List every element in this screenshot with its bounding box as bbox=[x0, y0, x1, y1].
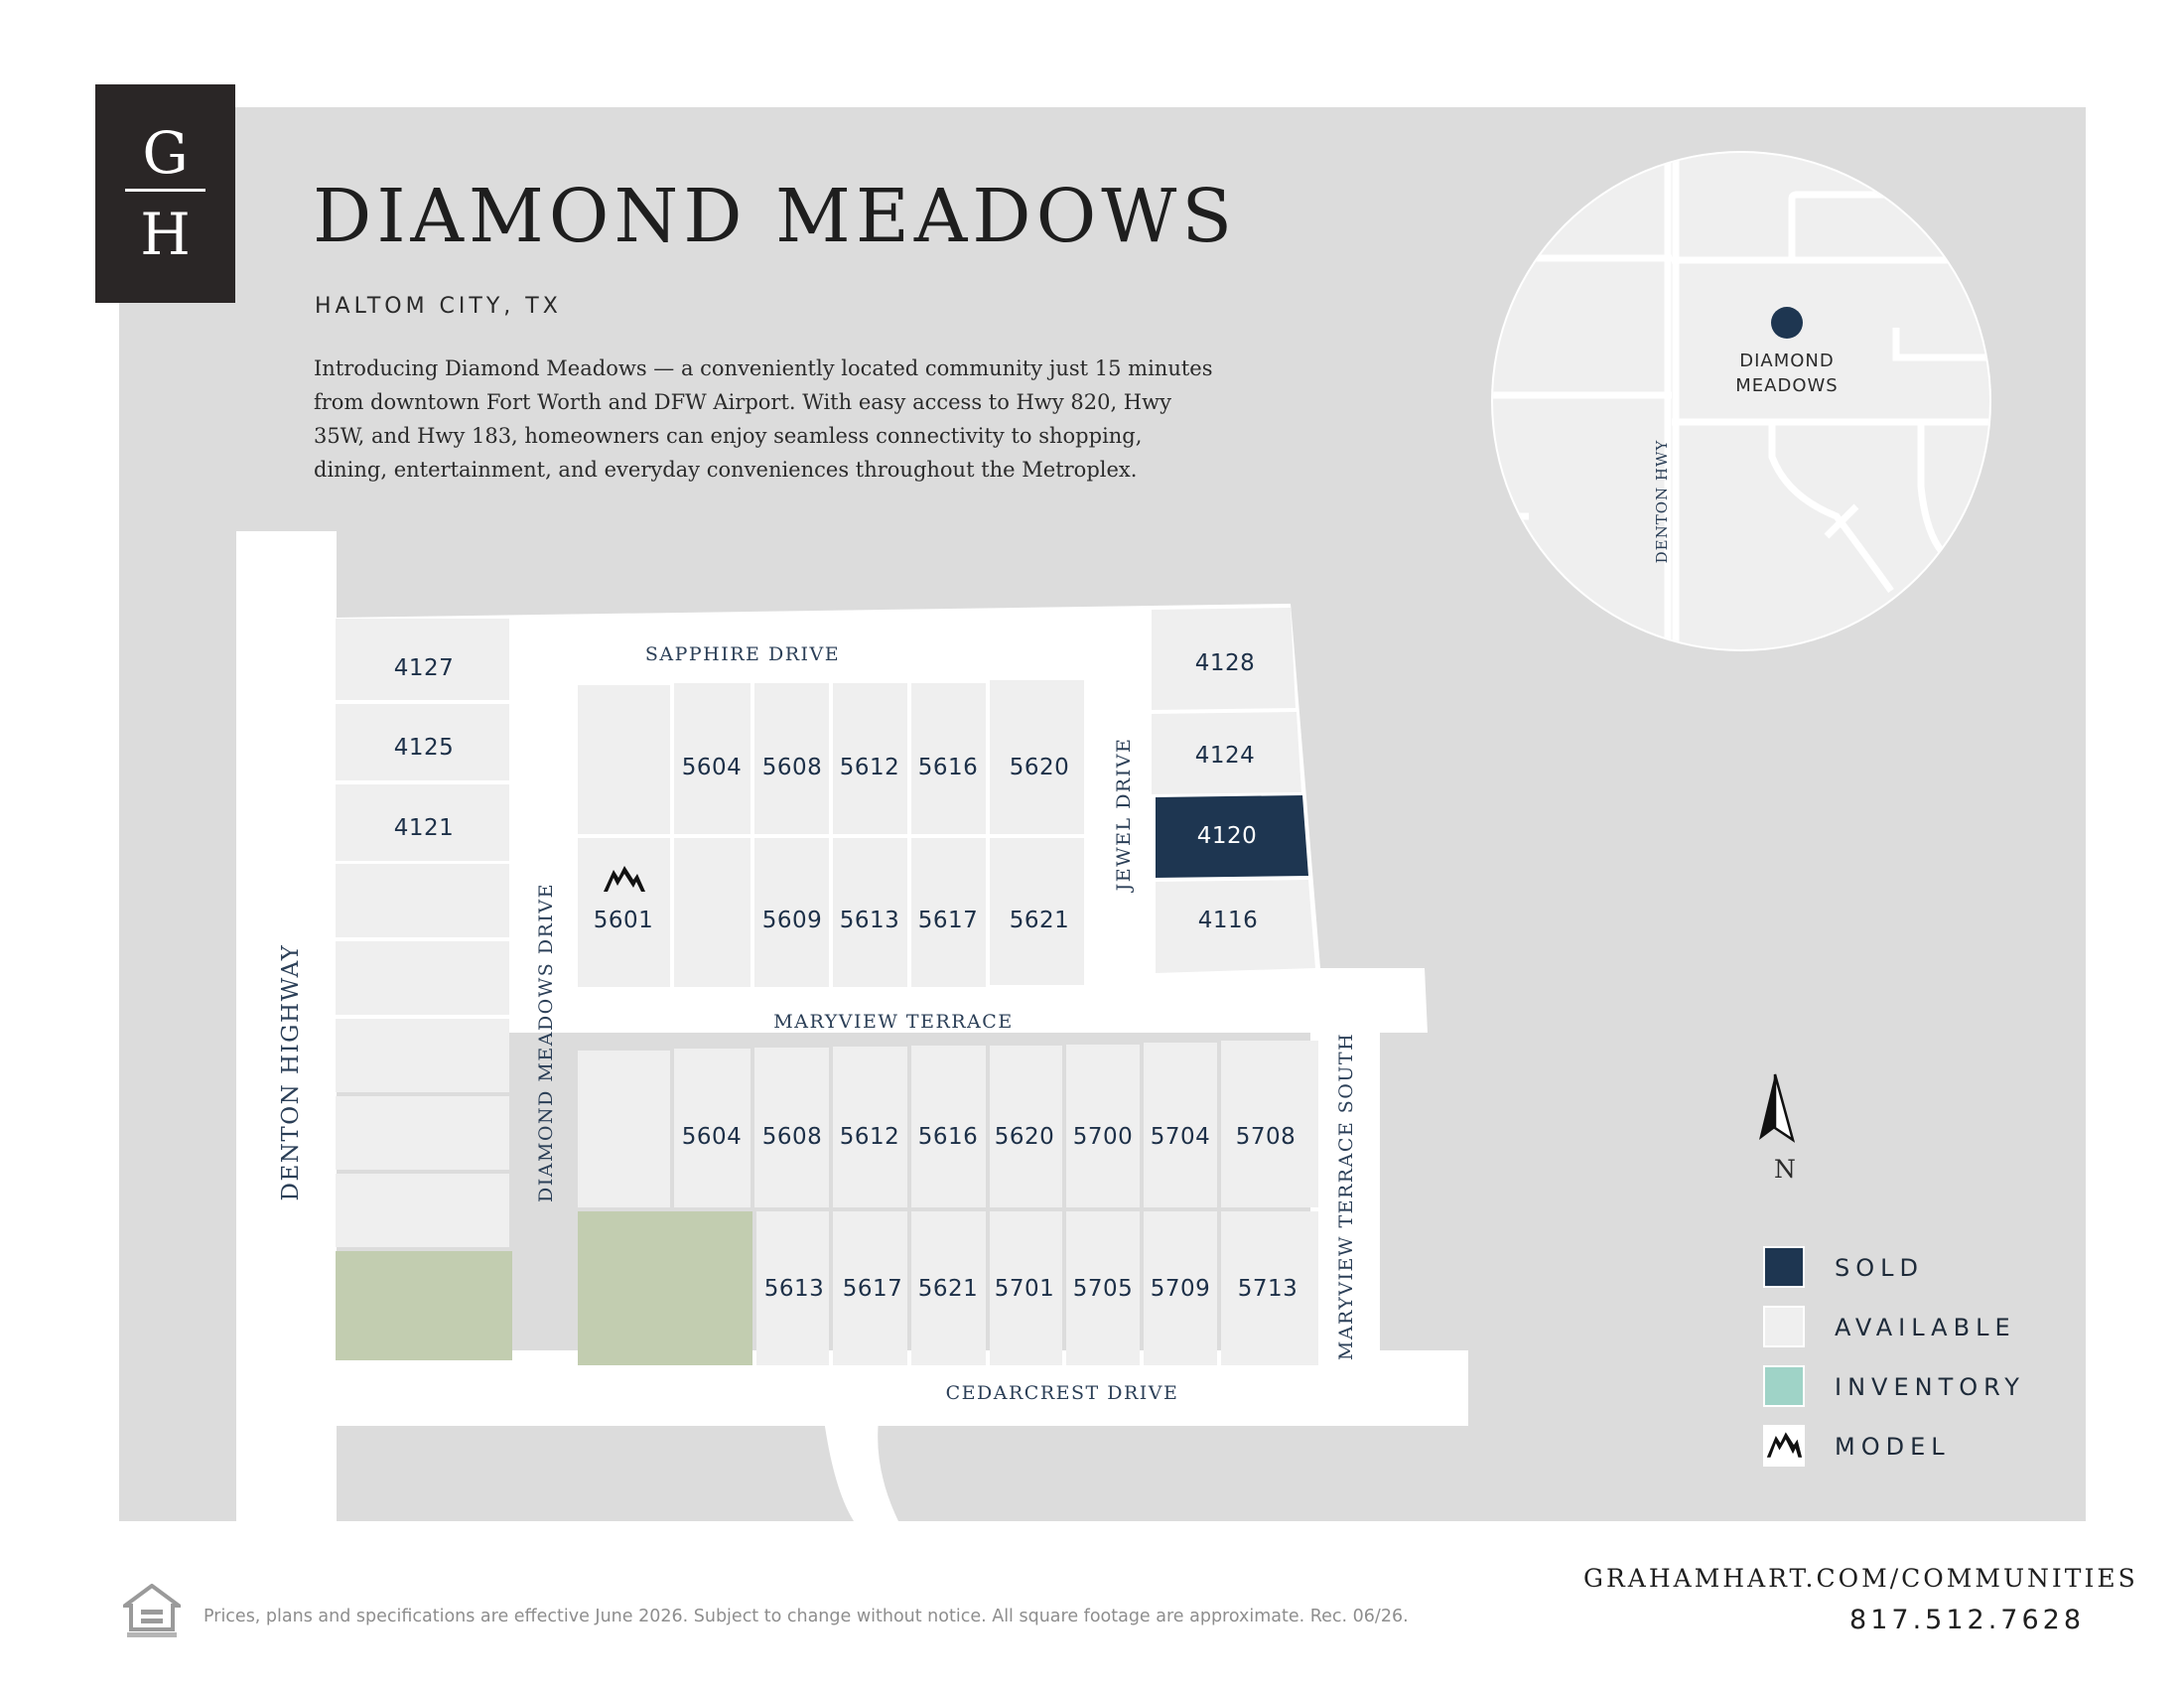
lot-label: 4124 bbox=[1194, 743, 1256, 769]
page-title: DIAMOND MEADOWS bbox=[313, 174, 1238, 259]
legend-item-model bbox=[1763, 1425, 2081, 1469]
lot-label: 5612 bbox=[839, 755, 900, 780]
street-label-sapphire-drive: SAPPHIRE DRIVE bbox=[644, 643, 841, 665]
green-space bbox=[336, 1251, 512, 1360]
lot-label: 5621 bbox=[1009, 908, 1070, 933]
community-marker bbox=[1771, 307, 1803, 339]
block-2 bbox=[578, 1041, 1318, 1365]
lot-label: 5708 bbox=[1235, 1124, 1297, 1150]
available-swatch bbox=[1763, 1306, 1805, 1347]
street-label-jewel-drive: JEWEL DRIVE bbox=[1113, 737, 1135, 892]
lot-label: 5705 bbox=[1072, 1276, 1134, 1302]
west-lot-column bbox=[336, 619, 512, 1360]
legend-label: SOLD bbox=[1835, 1254, 1924, 1282]
north-label: N bbox=[1774, 1155, 1796, 1184]
lot-label: 5701 bbox=[994, 1276, 1055, 1302]
inventory-swatch bbox=[1763, 1365, 1805, 1407]
lot-label: 5613 bbox=[839, 908, 900, 933]
logo-letter-bottom: H bbox=[140, 201, 191, 268]
lot-label: 4116 bbox=[1197, 908, 1259, 933]
phone-number[interactable]: 817.512.7628 bbox=[1849, 1605, 2085, 1635]
street-label-denton-highway: DENTON HIGHWAY bbox=[278, 943, 304, 1201]
lot[interactable] bbox=[336, 1019, 509, 1092]
legend-label: AVAILABLE bbox=[1835, 1314, 2016, 1341]
street-label-maryview-terrace: MARYVIEW TERRACE bbox=[773, 1011, 1014, 1033]
lot-label: 5604 bbox=[681, 1124, 743, 1150]
legend-label: MODEL bbox=[1835, 1433, 1951, 1461]
lot-label: 4128 bbox=[1194, 650, 1256, 676]
equal-housing-icon bbox=[123, 1584, 181, 1643]
lot-label: 5709 bbox=[1150, 1276, 1211, 1302]
lot-label: 5617 bbox=[842, 1276, 903, 1302]
lot-label-sold: 4120 bbox=[1196, 823, 1258, 849]
lot-label: 5620 bbox=[1009, 755, 1070, 780]
lot-label: 5616 bbox=[917, 1124, 979, 1150]
lot[interactable] bbox=[674, 838, 751, 987]
lot-label: 5704 bbox=[1150, 1124, 1211, 1150]
website-link[interactable]: GRAHAMHART.COM/COMMUNITIES bbox=[1583, 1564, 2138, 1593]
green-space bbox=[578, 1211, 752, 1365]
lot-label: 5613 bbox=[763, 1276, 825, 1302]
legend-item-available bbox=[1763, 1306, 2081, 1349]
lot-label: 5700 bbox=[1072, 1124, 1134, 1150]
location-subtitle: HALTOM CITY, TX bbox=[315, 294, 562, 319]
locator-road-label: DENTON HWY bbox=[1653, 439, 1671, 564]
locator-label-line1: DIAMOND bbox=[1739, 351, 1835, 371]
lot[interactable] bbox=[578, 1051, 670, 1207]
locator-label-line2: MEADOWS bbox=[1735, 375, 1839, 396]
lot[interactable] bbox=[578, 685, 670, 834]
locator-map bbox=[1489, 149, 1995, 655]
entry-drive bbox=[824, 1420, 898, 1521]
lot-label: 5713 bbox=[1237, 1276, 1298, 1302]
lot-label: 4125 bbox=[393, 735, 455, 761]
sold-swatch bbox=[1763, 1246, 1805, 1288]
lot-label: 5608 bbox=[761, 1124, 823, 1150]
lot[interactable] bbox=[336, 1174, 509, 1247]
street-label-diamond-meadows-drive: DIAMOND MEADOWS DRIVE bbox=[535, 883, 557, 1202]
north-arrow-icon bbox=[1759, 1074, 1793, 1140]
lot-label: 5601 bbox=[593, 908, 654, 933]
street-label-cedarcrest-drive: CEDARCREST DRIVE bbox=[945, 1382, 1179, 1404]
lot[interactable] bbox=[336, 941, 509, 1015]
lot-label: 5617 bbox=[917, 908, 979, 933]
lot[interactable] bbox=[336, 864, 509, 937]
legend-label: INVENTORY bbox=[1835, 1373, 2025, 1401]
street-label-maryview-terrace-south: MARYVIEW TERRACE SOUTH bbox=[1335, 1032, 1357, 1361]
lot-label: 4127 bbox=[393, 655, 455, 681]
legend-item-inventory bbox=[1763, 1365, 2081, 1409]
logo-letter-top: G bbox=[142, 119, 189, 187]
lot-label: 5620 bbox=[994, 1124, 1055, 1150]
model-home-icon bbox=[1763, 1425, 1805, 1467]
lot-label: 5612 bbox=[839, 1124, 900, 1150]
disclaimer-text: Prices, plans and specifications are effective June 2026. Subject to change without notice. All square footage are approximate. Rec. 06/26. bbox=[204, 1607, 1409, 1626]
lot[interactable] bbox=[336, 1096, 509, 1170]
lot-label: 5608 bbox=[761, 755, 823, 780]
lot-label: 5604 bbox=[681, 755, 743, 780]
legend-item-sold bbox=[1763, 1246, 2081, 1290]
lot-label: 5621 bbox=[917, 1276, 979, 1302]
lot-label: 5616 bbox=[917, 755, 979, 780]
intro-paragraph: Introducing Diamond Meadows — a conveniently located community just 15 minutes from downtown Fort Worth and DFW Airport. With easy access to Hwy 820, Hwy 35W, and Hwy 183, homeowners can enjoy seamless connectivity to shopping, dining, entertainment, and everyday conveniences throughout the Metroplex. bbox=[314, 356, 1213, 482]
lot-label: 5609 bbox=[761, 908, 823, 933]
lot-label: 4121 bbox=[393, 815, 455, 841]
